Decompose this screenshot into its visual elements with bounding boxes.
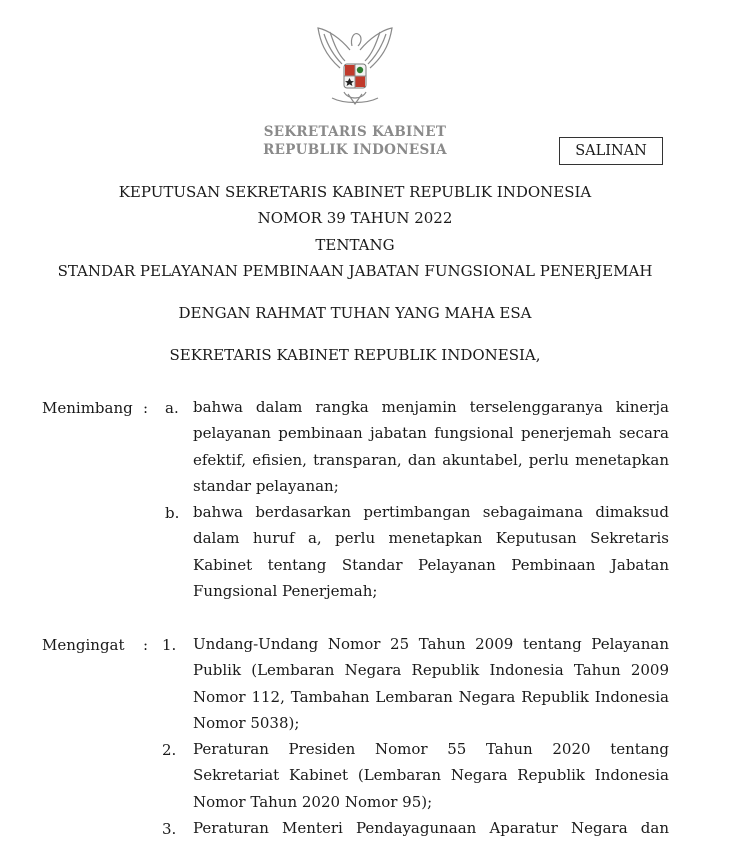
mengingat-item-1: Undang-Undang Nomor 25 Tahun 2009 tentang Pelayanan Publik (Lembaran Negara Republik Indonesia Tahun 2009 Nomor 112, Tambahan Lembaran Negara Republik Indonesia Nomor 5038); xyxy=(193,635,669,732)
mengingat-marker-1: 1. xyxy=(162,636,177,654)
institution-name-line2: REPUBLIK INDONESIA xyxy=(263,142,447,158)
menimbang-item-a: bahwa dalam rangka menjamin terselenggaranya kinerja pelayanan pembinaan jabatan fungsional penerjemah secara efektif, efisien, transparan, dan akuntabel, perlu menetapkan standar pelayanan; xyxy=(193,398,669,495)
menimbang-item-b: bahwa berdasarkan pertimbangan sebagaimana dimaksud dalam huruf a, perlu menetapkan Keputusan Sekretaris Kabinet tentang Standar Pelayanan Pembinaan Jabatan Fungsional Penerjemah; xyxy=(193,503,669,600)
mengingat-colon: : xyxy=(143,636,149,654)
menimbang-colon: : xyxy=(143,399,149,417)
decree-title-line1: KEPUTUSAN SEKRETARIS KABINET REPUBLIK INDONESIA xyxy=(118,183,592,201)
mengingat-item-3: Peraturan Menteri Pendayagunaan Aparatur Negara dan xyxy=(193,819,669,837)
menimbang-label: Menimbang xyxy=(42,399,133,417)
mengingat-marker-2: 2. xyxy=(162,741,177,759)
menimbang-marker-a: a. xyxy=(165,399,179,417)
mengingat-marker-3: 3. xyxy=(162,820,177,838)
mengingat-label: Mengingat xyxy=(42,636,125,654)
invocation-line: DENGAN RAHMAT TUHAN YANG MAHA ESA xyxy=(178,304,532,322)
menimbang-marker-b: b. xyxy=(165,504,180,522)
mengingat-item-2: Peraturan Presiden Nomor 55 Tahun 2020 tentang Sekretariat Kabinet (Lembaran Negara Republik Indonesia Nomor Tahun 2020 Nomor 95); xyxy=(193,740,669,811)
decree-number: NOMOR 39 TAHUN 2022 xyxy=(257,209,453,227)
garuda-emblem xyxy=(310,20,400,112)
institution-name-line1: SEKRETARIS KABINET xyxy=(263,124,447,140)
copy-label-box: SALINAN xyxy=(559,137,663,165)
issuer-line: SEKRETARIS KABINET REPUBLIK INDONESIA, xyxy=(169,346,541,364)
decree-tentang: TENTANG xyxy=(315,236,395,254)
decree-subject: STANDAR PELAYANAN PEMBINAAN JABATAN FUNGSIONAL PENERJEMAH xyxy=(57,262,653,280)
